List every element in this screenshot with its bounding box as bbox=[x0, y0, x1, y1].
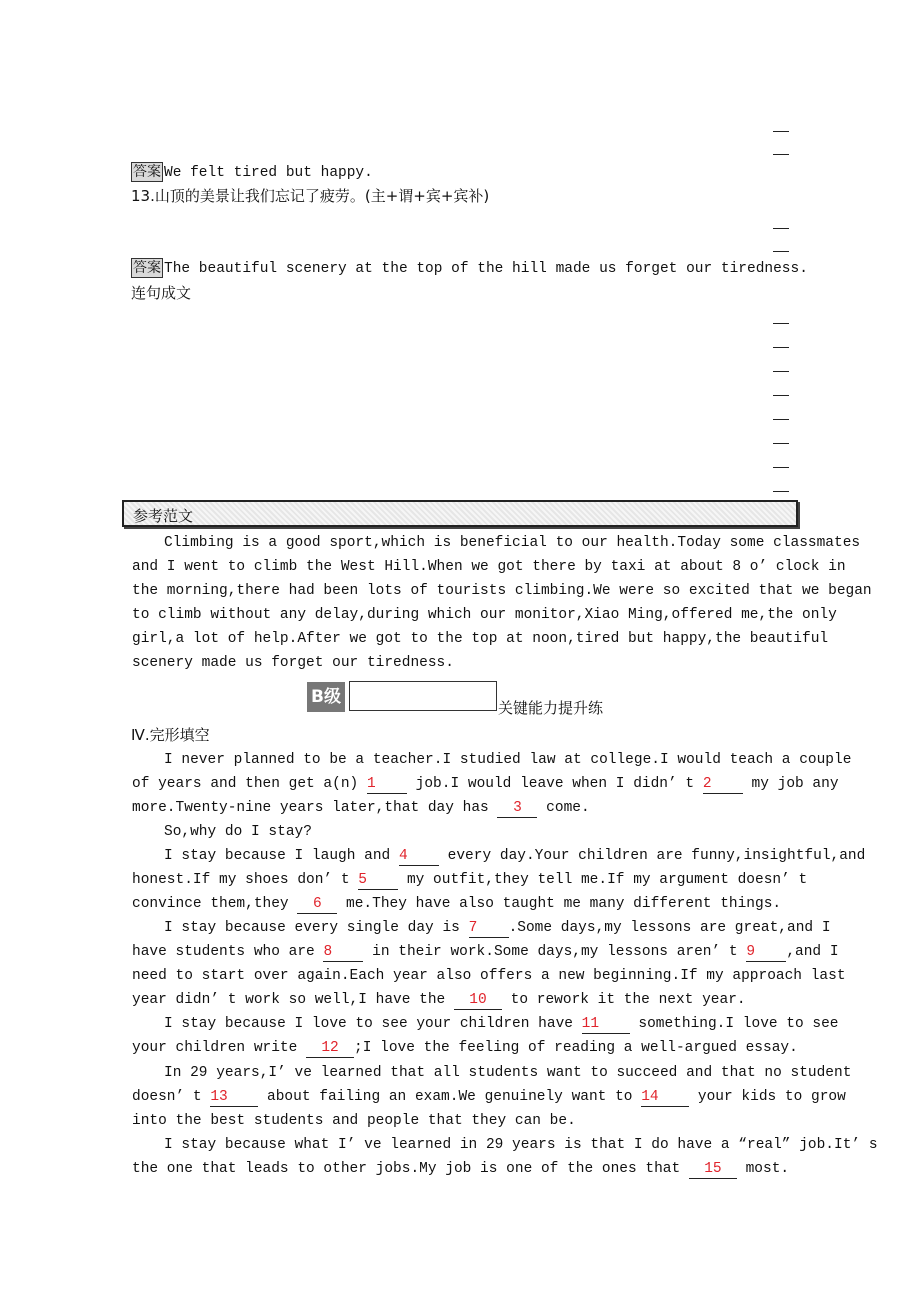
cloze-line: more.Twenty-nine years later,that day has 3 come. bbox=[132, 800, 590, 816]
sample-essay-heading: 参考范文 bbox=[133, 507, 194, 525]
blank-1[interactable]: 1 bbox=[367, 776, 407, 794]
sample-line: scenery made us forget our tiredness. bbox=[132, 655, 454, 671]
cloze-line: of years and then get a(n) 1 job.I would leave when I didn’ t 2 my job any bbox=[132, 776, 839, 792]
answer-line bbox=[773, 467, 789, 468]
q13-answer-row bbox=[131, 258, 808, 279]
cloze-line: In 29 years,I’ ve learned that all students want to succeed and that no student bbox=[164, 1065, 852, 1081]
answer-line bbox=[773, 347, 789, 348]
cloze-line: I never planned to be a teacher.I studied law at college.I would teach a couple bbox=[164, 752, 852, 768]
answer-line bbox=[773, 131, 789, 132]
cloze-line: have students who are 8 in their work.Some days,my lessons aren’ t 9 ,and I bbox=[132, 944, 839, 960]
answer-tag: 答案 bbox=[133, 164, 161, 180]
sample-line: and I went to climb the West Hill.When we got there by taxi at about 8 o’ clock in bbox=[132, 559, 846, 575]
blank-6[interactable]: 6 bbox=[297, 896, 337, 914]
q12-answer-row bbox=[131, 162, 373, 183]
blank-14[interactable]: 14 bbox=[641, 1089, 689, 1107]
cloze-line: honest.If my shoes don’ t 5 my outfit,they tell me.If my argument doesn’ t bbox=[132, 872, 808, 888]
q13-answer-text: The beautiful scenery at the top of the hill made us forget our tiredness. bbox=[164, 261, 808, 277]
connect-sentences-heading: 连句成文 bbox=[131, 284, 192, 302]
answer-line bbox=[773, 251, 789, 252]
blank-15[interactable]: 15 bbox=[689, 1161, 737, 1179]
blank-13[interactable]: 13 bbox=[210, 1089, 258, 1107]
cloze-line: need to start over again.Each year also offers a new beginning.If my approach last bbox=[132, 968, 846, 984]
blank-8[interactable]: 8 bbox=[323, 944, 363, 962]
answer-line bbox=[773, 371, 789, 372]
level-b-box bbox=[349, 681, 497, 711]
cloze-line: doesn’ t 13 about failing an exam.We genuinely want to 14 your kids to grow bbox=[132, 1089, 846, 1105]
q12-answer-text: We felt tired but happy. bbox=[164, 165, 373, 181]
level-b-title: 关键能力提升练 bbox=[498, 699, 604, 717]
answer-line bbox=[773, 228, 789, 229]
cloze-line: So,why do I stay? bbox=[164, 824, 312, 840]
cloze-line: your children write 12 ;I love the feeling of reading a well-argued essay. bbox=[132, 1040, 798, 1056]
answer-line bbox=[773, 395, 789, 396]
answer-line bbox=[773, 419, 789, 420]
blank-12[interactable]: 12 bbox=[306, 1040, 354, 1058]
blank-11[interactable]: 11 bbox=[582, 1016, 630, 1034]
cloze-line: into the best students and people that they can be. bbox=[132, 1113, 576, 1129]
blank-7[interactable]: 7 bbox=[469, 920, 509, 938]
level-b-badge: B级 bbox=[307, 682, 345, 712]
q13-prompt: 13.山顶的美景让我们忘记了疲劳。(主+谓+宾+宾补) bbox=[131, 187, 490, 205]
cloze-line: I stay because what I’ ve learned in 29 years is that I do have a “real” job.It’ s bbox=[164, 1137, 878, 1153]
sample-line: to climb without any delay,during which our monitor,Xiao Ming,offered me,the only bbox=[132, 607, 837, 623]
blank-2[interactable]: 2 bbox=[703, 776, 743, 794]
answer-line bbox=[773, 154, 789, 155]
blank-3[interactable]: 3 bbox=[497, 800, 537, 818]
answer-tag: 答案 bbox=[133, 260, 161, 276]
sample-line: Climbing is a good sport,which is beneficial to our health.Today some classmates bbox=[164, 535, 861, 551]
cloze-line: year didn’ t work so well,I have the 10 to rework it the next year. bbox=[132, 992, 746, 1008]
answer-line bbox=[773, 323, 789, 324]
answer-line bbox=[773, 491, 789, 492]
blank-5[interactable]: 5 bbox=[358, 872, 398, 890]
cloze-line: convince them,they 6 me.They have also taught me many different things. bbox=[132, 896, 782, 912]
sample-line: girl,a lot of help.After we got to the top at noon,tired but happy,the beautiful bbox=[132, 631, 829, 647]
sample-line: the morning,there had been lots of tourists climbing.We were so excited that we began bbox=[132, 583, 872, 599]
cloze-line: I stay because I laugh and 4 every day.Your children are funny,insightful,and bbox=[164, 848, 866, 864]
blank-9[interactable]: 9 bbox=[746, 944, 786, 962]
cloze-section-title: Ⅳ.完形填空 bbox=[131, 726, 210, 744]
sample-essay-bar bbox=[122, 500, 798, 527]
cloze-line: I stay because I love to see your children have 11 something.I love to see bbox=[164, 1016, 839, 1032]
answer-line bbox=[773, 443, 789, 444]
blank-4[interactable]: 4 bbox=[399, 848, 439, 866]
cloze-line: I stay because every single day is 7 .Some days,my lessons are great,and I bbox=[164, 920, 831, 936]
blank-10[interactable]: 10 bbox=[454, 992, 502, 1010]
cloze-line: the one that leads to other jobs.My job is one of the ones that 15 most. bbox=[132, 1161, 790, 1177]
